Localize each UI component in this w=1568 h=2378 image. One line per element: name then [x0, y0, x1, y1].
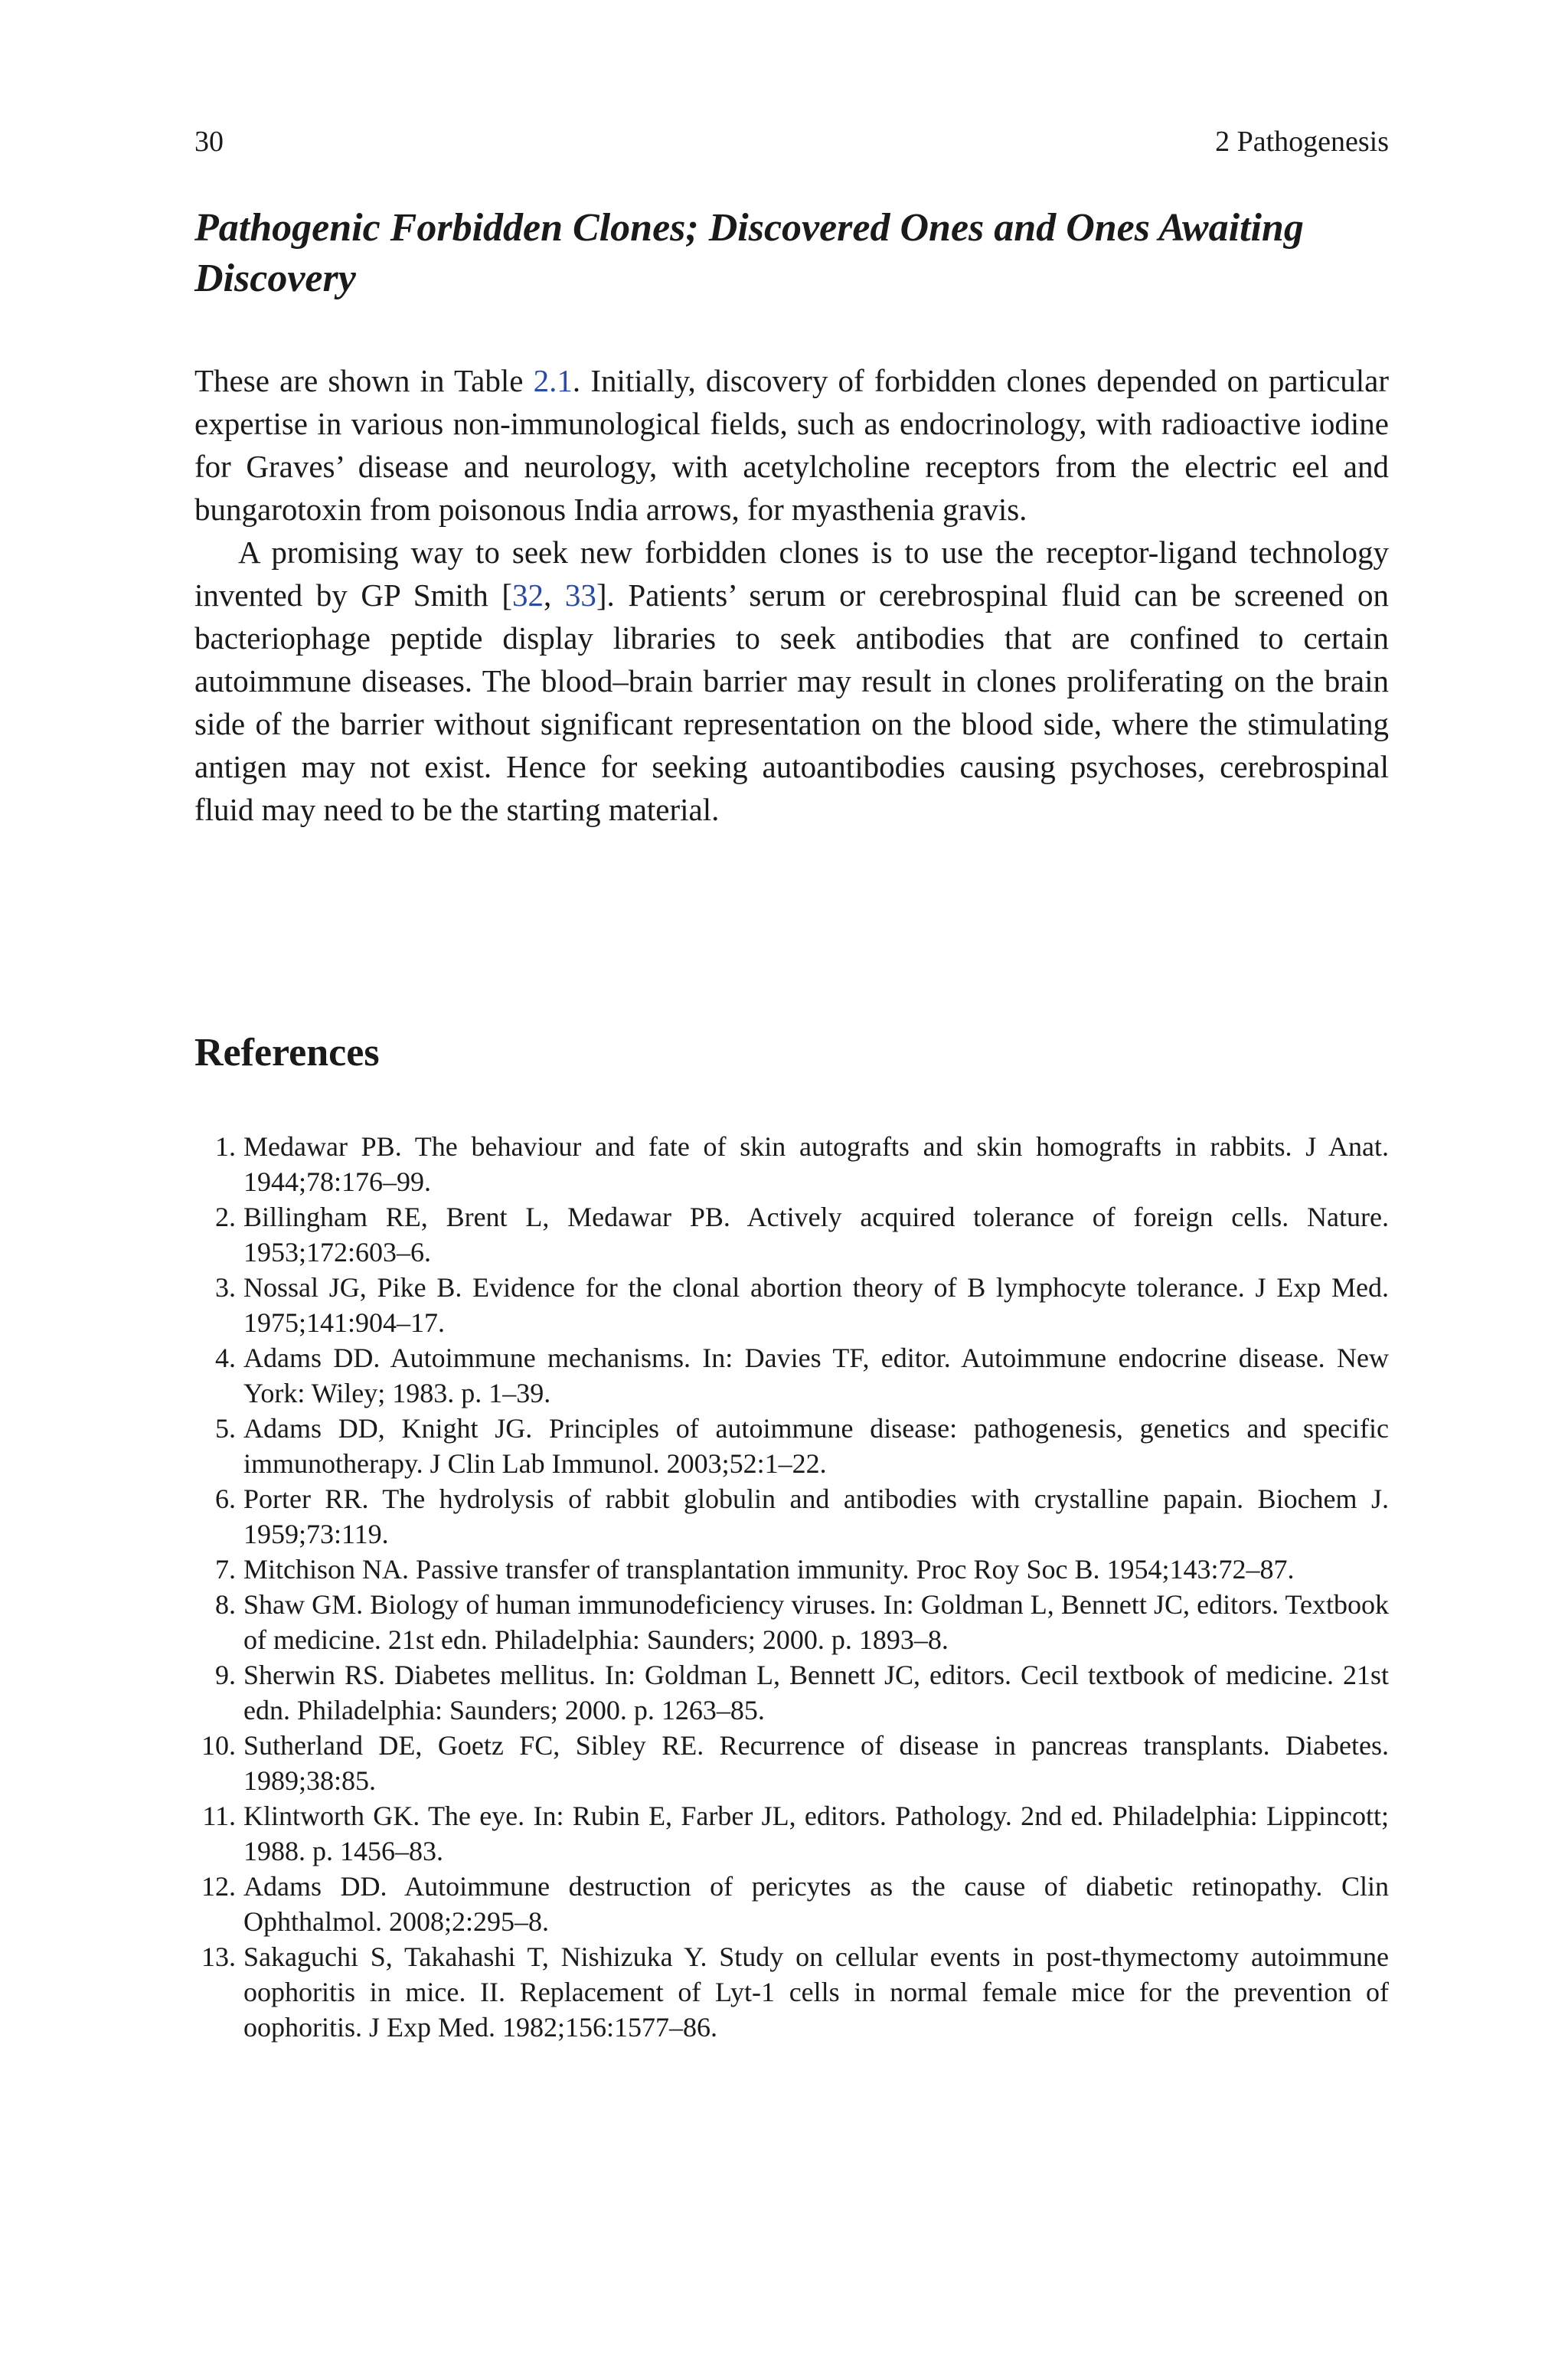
section-body — [194, 359, 1389, 831]
reference-text: Billingham RE, Brent L, Medawar PB. Actively acquired tolerance of foreign cells. Nature. 1953;172:603–6. — [243, 1202, 1389, 1268]
reference-item — [194, 1587, 1389, 1657]
paragraph-2 — [194, 531, 1389, 831]
reference-number: 13. — [201, 1941, 236, 1972]
paragraph-1-text-end: . Initially, discovery of forbidden clones depended on particular expertise in various non-immunological fields, such as endocrinology, with radioactive iodine for Graves’ disease and neurology, with acetylcholine receptors from the electric eel and bungarotoxin from poisonous India arrows, for myasthenia gravis. — [194, 363, 1389, 527]
table-link[interactable]: 2.1 — [533, 363, 573, 398]
reference-text: Adams DD. Autoimmune destruction of pericytes as the cause of diabetic retinopathy. Clin Ophthalmol. 2008;2:295–8. — [243, 1871, 1389, 1937]
paragraph-2-text-end: ]. Patients’ serum or cerebrospinal fluid can be screened on bacteriophage peptide display libraries to seek antibodies that are confined to certain autoimmune diseases. The blood–brain barrier may result in clones proliferating on the brain side of the barrier without significant representation on the blood side, where the stimulating antigen may not exist. Hence for seeking autoantibodies causing psychoses, cerebrospinal fluid may need to be the starting material. — [194, 577, 1389, 827]
citation-link-33[interactable]: 33 — [564, 577, 596, 613]
reference-number: 11. — [202, 1801, 236, 1831]
reference-text: Mitchison NA. Passive transfer of transplantation immunity. Proc Roy Soc B. 1954;143:72–87. — [243, 1554, 1295, 1585]
paragraph-1 — [194, 359, 1389, 531]
reference-text: Adams DD, Knight JG. Principles of autoimmune disease: pathogenesis, genetics and specific immunotherapy. J Clin Lab Immunol. 2003;52:1–22. — [243, 1413, 1389, 1479]
reference-text: Sutherland DE, Goetz FC, Sibley RE. Recurrence of disease in pancreas transplants. Diabetes. 1989;38:85. — [243, 1730, 1389, 1796]
citation-link-32[interactable]: 32 — [512, 577, 544, 613]
reference-number: 8. — [215, 1589, 236, 1620]
reference-item — [194, 1199, 1389, 1270]
page-number: 30 — [194, 126, 224, 158]
reference-text: Medawar PB. The behaviour and fate of skin autografts and skin homografts in rabbits. J Anat. 1944;78:176–99. — [243, 1131, 1389, 1197]
reference-list — [194, 1129, 1389, 2045]
reference-item — [194, 1411, 1389, 1481]
reference-item — [194, 1552, 1389, 1587]
reference-number: 6. — [215, 1483, 236, 1514]
reference-text: Sakaguchi S, Takahashi T, Nishizuka Y. Study on cellular events in post-thymectomy autoimmune oophoritis in mice. II. Replacement of Lyt-1 cells in normal female mice for the prevention of oophoritis. J Exp Med. 1982;156:1577–86. — [243, 1941, 1389, 2043]
section-heading: Pathogenic Forbidden Clones; Discovered Ones and Ones Awaiting Discovery — [194, 206, 1304, 300]
chapter-title: 2 Pathogenesis — [1215, 126, 1389, 158]
reference-item — [194, 1939, 1389, 2045]
reference-text: Nossal JG, Pike B. Evidence for the clonal abortion theory of B lymphocyte tolerance. J Exp Med. 1975;141:904–17. — [243, 1272, 1389, 1338]
references-heading: References — [194, 1031, 380, 1075]
reference-number: 4. — [215, 1343, 236, 1373]
reference-number: 3. — [215, 1272, 236, 1303]
reference-item — [194, 1657, 1389, 1728]
reference-item — [194, 1481, 1389, 1552]
citation-separator: , — [544, 577, 565, 613]
reference-item — [194, 1869, 1389, 1939]
paragraph-2-text-start: A promising way to seek new forbidden clones is to use the receptor-ligand technology invented by GP Smith [ — [194, 535, 1389, 613]
reference-number: 1. — [215, 1131, 236, 1162]
book-page — [194, 0, 1389, 2378]
reference-text: Klintworth GK. The eye. In: Rubin E, Farber JL, editors. Pathology. 2nd ed. Philadelphia: Lippincott; 1988. p. 1456–83. — [243, 1801, 1389, 1866]
reference-text: Shaw GM. Biology of human immunodeficiency viruses. In: Goldman L, Bennett JC, editors. Textbook of medicine. 21st edn. Philadelphia: Saunders; 2000. p. 1893–8. — [243, 1589, 1389, 1655]
reference-number: 9. — [215, 1660, 236, 1690]
reference-text: Porter RR. The hydrolysis of rabbit globulin and antibodies with crystalline papain. Biochem J. 1959;73:119. — [243, 1483, 1389, 1549]
reference-number: 12. — [201, 1871, 236, 1902]
reference-item — [194, 1798, 1389, 1869]
reference-item — [194, 1340, 1389, 1411]
reference-text: Adams DD. Autoimmune mechanisms. In: Davies TF, editor. Autoimmune endocrine disease. New York: Wiley; 1983. p. 1–39. — [243, 1343, 1389, 1408]
reference-text: Sherwin RS. Diabetes mellitus. In: Goldman L, Bennett JC, editors. Cecil textbook of medicine. 21st edn. Philadelphia: Saunders; 2000. p. 1263–85. — [243, 1660, 1389, 1725]
running-head — [194, 123, 1389, 161]
paragraph-1-text-start: These are shown in Table — [194, 363, 534, 398]
reference-number: 2. — [215, 1202, 236, 1232]
reference-item — [194, 1270, 1389, 1340]
reference-number: 5. — [215, 1413, 236, 1444]
reference-item — [194, 1728, 1389, 1798]
reference-item — [194, 1129, 1389, 1199]
reference-number: 7. — [215, 1554, 236, 1585]
reference-number: 10. — [201, 1730, 236, 1761]
